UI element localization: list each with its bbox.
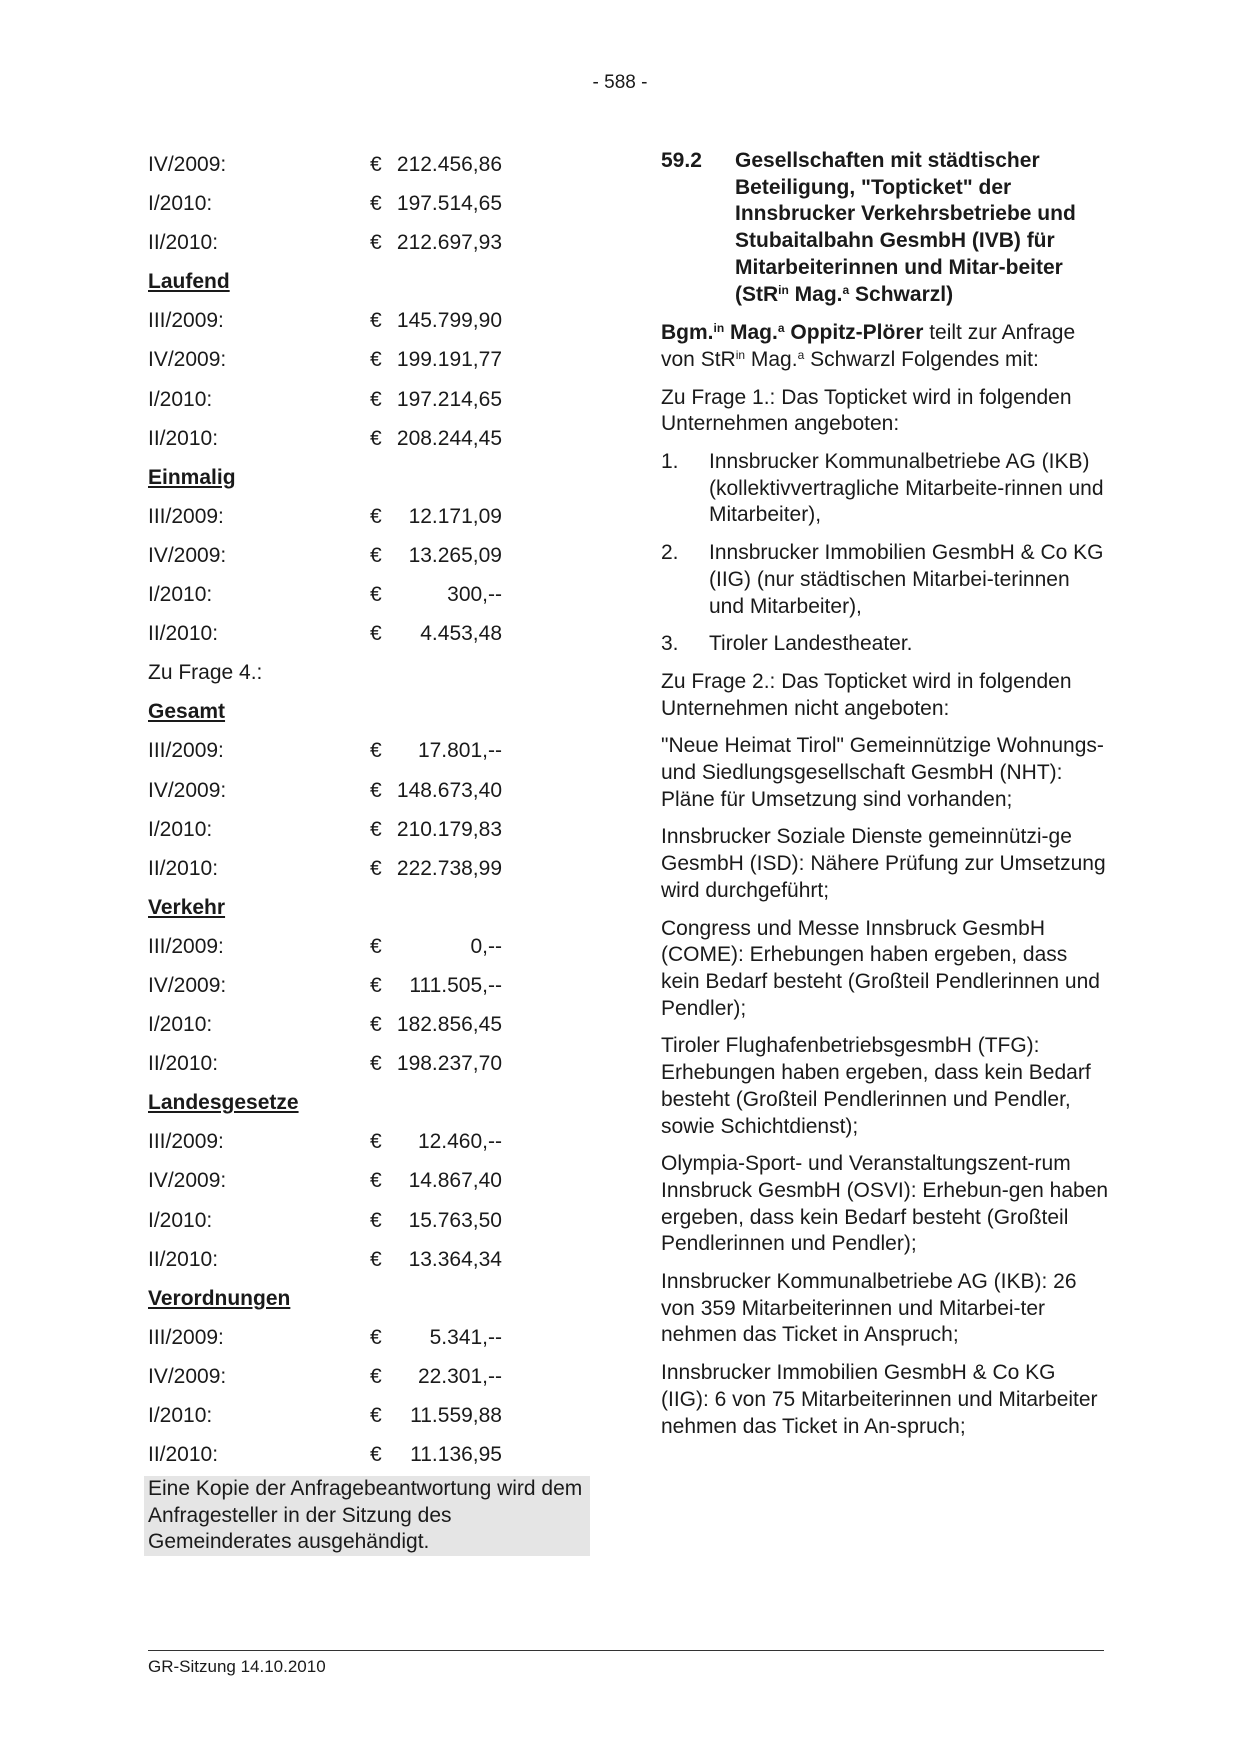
amount-row	[148, 927, 588, 966]
currency-symbol: €	[370, 504, 382, 528]
footer-text: GR-Sitzung 14.10.2010	[148, 1657, 326, 1676]
period-label: II/2010:	[148, 1443, 219, 1467]
currency-symbol: €	[370, 348, 382, 372]
amount-row	[148, 1357, 588, 1396]
intro-paragraph: Bgm.$^{in}$ Mag.$^a$ Oppitz-Plörer teilt zur Anfrage von StR$^{in}$ Mag.$^a$ Schwarzl Folgendes mit:	[661, 321, 1076, 371]
amount-row	[148, 223, 588, 262]
category-heading: Verkehr	[148, 895, 226, 919]
currency-symbol: €	[370, 934, 382, 958]
amount-row	[148, 340, 588, 379]
company-paragraph: Innsbrucker Immobilien GesmbH & Co KG (IIG): 6 von 75 Mitarbeiterinnen und Mitarbeiter nehmen das Ticket in An-spruch;	[661, 1361, 1098, 1438]
amount-value: 22.301,--	[417, 1364, 502, 1388]
currency-symbol: €	[370, 1325, 382, 1349]
amount-row	[148, 731, 588, 770]
frage2-paragraph: Zu Frage 2.: Das Topticket wird in folgenden Unternehmen nicht angeboten:	[661, 669, 1072, 720]
currency-symbol: €	[370, 426, 382, 450]
company-paragraph: Innsbrucker Soziale Dienste gemeinnützi-ge GesmbH (ISD): Nähere Prüfung zur Umsetzung wird durchgeführt;	[661, 825, 1106, 902]
amount-value: 210.179,83	[396, 817, 502, 841]
currency-symbol: €	[370, 1364, 382, 1388]
currency-symbol: €	[370, 231, 382, 255]
question-label: Zu Frage 4.:	[148, 661, 263, 685]
period-label: III/2009:	[148, 1130, 224, 1154]
amount-row	[148, 1122, 588, 1161]
page-number: - 588 -	[592, 72, 648, 93]
amount-value: 11.136,95	[410, 1443, 502, 1467]
amount-value: 13.364,34	[408, 1247, 502, 1271]
list-item	[661, 540, 1109, 620]
amount-value: 12.171,09	[408, 504, 502, 528]
amount-row	[148, 419, 588, 458]
currency-symbol: €	[370, 1208, 382, 1232]
amount-value: 15.763,50	[408, 1208, 502, 1232]
list-text: Innsbrucker Kommunalbetriebe AG (IKB) (kollektivvertragliche Mitarbeite-rinnen und Mitarbeiter),	[709, 450, 1104, 527]
amount-value: 14.867,40	[408, 1169, 502, 1193]
period-label: I/2010:	[148, 1404, 213, 1427]
period-label: IV/2009:	[148, 973, 227, 997]
right-column	[661, 148, 1109, 1451]
amount-value: 212.697,93	[396, 231, 502, 255]
currency-symbol: €	[370, 1247, 382, 1271]
amount-row	[148, 1005, 588, 1044]
currency-symbol: €	[370, 817, 382, 841]
period-label: III/2009:	[148, 504, 224, 528]
section-title: Gesellschaften mit städtischer Beteiligung, "Topticket" der Innsbrucker Verkehrsbetriebe und Stubaitalbahn GesmbH (IVB) für Mitarbeiterinnen und Mitar-beiter (StR$^{in}$ Mag.$^a$ Schwarzl)	[735, 149, 1076, 306]
period-label: I/2010:	[148, 1208, 213, 1232]
amount-row	[148, 966, 588, 1005]
category-heading: Einmalig	[148, 465, 236, 489]
period-label: II/2010:	[148, 856, 219, 880]
period-label: I/2010:	[148, 387, 213, 411]
period-label: II/2010:	[148, 622, 219, 646]
currency-symbol: €	[370, 1013, 382, 1037]
period-label: IV/2009:	[148, 778, 227, 802]
amount-row	[148, 810, 588, 849]
amount-value: 197.514,65	[396, 192, 502, 216]
category-heading: Verordnungen	[148, 1286, 291, 1310]
amount-value: 148.673,40	[396, 778, 502, 802]
currency-symbol: €	[370, 153, 382, 176]
amount-row	[148, 145, 588, 184]
amount-row	[148, 614, 588, 653]
company-paragraph: Olympia-Sport- und Veranstaltungszent-rum Innsbruck GesmbH (OSVI): Erhebun-gen haben ergeben, dass kein Bedarf besteht (Großteil Pendlerinnen und Pendler);	[661, 1152, 1109, 1256]
company-paragraphs	[661, 733, 1109, 1440]
amount-row	[148, 301, 588, 340]
period-label: II/2010:	[148, 426, 219, 450]
company-paragraph: "Neue Heimat Tirol" Gemeinnützige Wohnungs- und Siedlungsgesellschaft GesmbH (NHT): Pläne für Umsetzung sind vorhanden;	[661, 734, 1104, 811]
amount-value: 300,--	[447, 583, 502, 607]
footer-divider	[148, 1650, 1104, 1651]
amount-row	[148, 184, 588, 223]
amount-value: 145.799,90	[396, 309, 502, 333]
amount-row	[148, 1396, 588, 1435]
amount-row	[148, 1240, 588, 1279]
amount-row	[148, 1161, 588, 1200]
category-heading: Gesamt	[148, 700, 226, 724]
category-heading: Laufend	[148, 270, 230, 294]
category-heading: Landesgesetze	[148, 1091, 299, 1115]
period-label: III/2009:	[148, 1325, 224, 1349]
period-label: I/2010:	[148, 192, 213, 216]
section-heading	[661, 148, 1109, 308]
currency-symbol: €	[370, 778, 382, 802]
amount-value: 4.453,48	[420, 622, 502, 646]
amount-row	[148, 771, 588, 810]
currency-symbol: €	[370, 387, 382, 411]
period-label: II/2010:	[148, 1247, 219, 1271]
currency-symbol: €	[370, 973, 382, 997]
currency-symbol: €	[370, 309, 382, 333]
period-label: IV/2009:	[148, 543, 227, 567]
period-label: IV/2009:	[148, 348, 227, 372]
amount-value: 111.505,--	[409, 973, 502, 997]
currency-symbol: €	[370, 622, 382, 646]
amount-row	[148, 497, 588, 536]
financial-table	[148, 145, 588, 1474]
amount-value: 199.191,77	[396, 348, 502, 372]
amount-row	[148, 849, 588, 888]
amount-value: 198.237,70	[396, 1052, 502, 1076]
company-paragraph: Tiroler FlughafenbetriebsgesmbH (TFG): Erhebungen haben ergeben, dass kein Bedarf besteht (Großteil Pendlerinnen und Pendler, sowie Schichtdienst);	[661, 1034, 1091, 1138]
list-text: Innsbrucker Immobilien GesmbH & Co KG (IIG) (nur städtischen Mitarbei-terinnen und Mitarbeiter),	[709, 541, 1104, 618]
period-label: I/2010:	[148, 1013, 213, 1037]
amount-row	[148, 380, 588, 419]
currency-symbol: €	[370, 583, 382, 607]
currency-symbol: €	[370, 1130, 382, 1154]
amount-value: 0,--	[470, 934, 502, 958]
period-label: III/2009:	[148, 739, 224, 763]
list-item	[661, 449, 1109, 529]
currency-symbol: €	[370, 856, 382, 880]
amount-row	[148, 575, 588, 614]
amount-row	[148, 536, 588, 575]
period-label: III/2009:	[148, 934, 224, 958]
currency-symbol: €	[370, 739, 382, 763]
period-label: II/2010:	[148, 1052, 219, 1076]
period-label: IV/2009:	[148, 1169, 227, 1193]
amount-value: 212.456,86	[396, 153, 502, 176]
amount-row	[148, 1435, 588, 1474]
amount-value: 182.856,45	[396, 1013, 502, 1037]
amount-row	[148, 1044, 588, 1083]
period-label: IV/2009:	[148, 1364, 227, 1388]
list-text: Tiroler Landestheater.	[709, 632, 913, 656]
company-paragraph: Innsbrucker Kommunalbetriebe AG (IKB): 26 von 359 Mitarbeiterinnen und Mitarbei-ter nehmen das Ticket in Anspruch;	[661, 1270, 1077, 1347]
amount-value: 17.801,--	[417, 739, 502, 763]
currency-symbol: €	[370, 1404, 382, 1427]
list-number: 3.	[661, 632, 679, 656]
period-label: I/2010:	[148, 583, 213, 607]
amount-row	[148, 1318, 588, 1357]
currency-symbol: €	[370, 1443, 382, 1467]
amount-value: 197.214,65	[396, 387, 502, 411]
currency-symbol: €	[370, 1169, 382, 1193]
list-number: 1.	[661, 450, 679, 474]
period-label: III/2009:	[148, 309, 224, 333]
period-label: IV/2009:	[148, 153, 227, 176]
amount-value: 208.244,45	[396, 426, 502, 450]
currency-symbol: €	[370, 192, 382, 216]
amount-value: 13.265,09	[408, 543, 502, 567]
currency-symbol: €	[370, 543, 382, 567]
frage1-paragraph: Zu Frage 1.: Das Topticket wird in folgenden Unternehmen angeboten:	[661, 385, 1072, 436]
amount-value: 11.559,88	[410, 1404, 502, 1427]
company-paragraph: Congress und Messe Innsbruck GesmbH (COME): Erhebungen haben ergeben, dass kein Bedarf besteht (Großteil Pendlerinnen und Pendler);	[661, 916, 1100, 1020]
list-item	[661, 631, 1109, 658]
highlight-note: Eine Kopie der Anfragebeantwortung wird dem Anfragesteller in der Sitzung des Gemeinderates ausgehändigt.	[144, 1476, 590, 1556]
amount-value: 12.460,--	[417, 1130, 502, 1154]
amount-value: 222.738,99	[396, 856, 502, 880]
period-label: II/2010:	[148, 231, 219, 255]
amount-row	[148, 1201, 588, 1240]
list-number: 2.	[661, 541, 679, 565]
offered-list	[661, 449, 1109, 658]
amount-value: 5.341,--	[429, 1325, 502, 1349]
currency-symbol: €	[370, 1052, 382, 1076]
period-label: I/2010:	[148, 817, 213, 841]
section-number: 59.2	[661, 149, 702, 172]
